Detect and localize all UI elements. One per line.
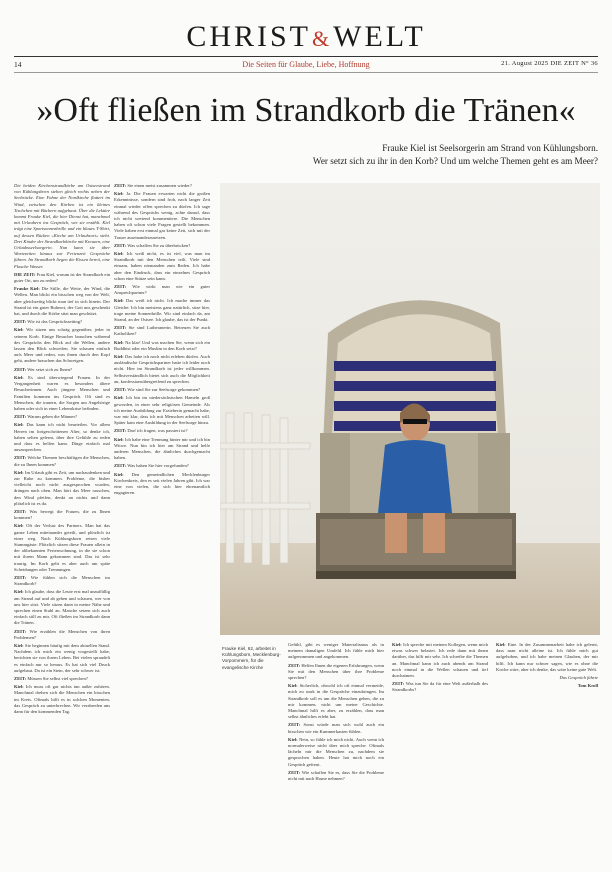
paragraph <box>114 463 210 469</box>
paragraph-text: Helfen Ihnen die eigenen Erfahrungen, wenn Sie mit den Menschen über ihre Probleme sprechen? <box>288 662 384 681</box>
paragraph-text: Es sind überwiegend Frauen. In der Vergangenheit waren es besonders ältere Besucherinnen. Auch jüngere Menschen und Familien kommen ins Gespräch. Oft sind es Menschen, die trauern, die Sorgen um Angehörige haben oder sich in einer Lebenskrise befinden. <box>14 374 110 411</box>
speaker-label: ZEIT: <box>114 428 127 434</box>
deck-line-2: Wer setzt sich zu ihr in den Korb? Und um welche Themen geht es am Meer? <box>312 156 598 166</box>
speaker-label: ZEIT: <box>14 508 27 514</box>
masthead-logo-mark: & <box>312 26 333 51</box>
speaker-label: Kiel: <box>288 736 298 742</box>
speaker-label: Kiel: <box>114 436 124 442</box>
paragraph-text: Den gemeindlichen Mecklenburger Kirchenkreis, den es seit vielen Jahren gibt. Ich war eine von vielen, die sich hier ehrenamtlich engagieren. <box>114 471 210 496</box>
paragraph <box>114 284 210 296</box>
speaker-label: ZEIT: <box>114 284 127 290</box>
paragraph <box>14 327 110 364</box>
paragraph <box>114 340 210 352</box>
speaker-label: Kiel: <box>114 191 124 197</box>
text-column-6 <box>496 642 598 691</box>
paragraph <box>14 589 110 626</box>
paragraph-text: Ich muss oft gar nichts tun außer zuhören. Manchmal drehen sich die Menschen ein bisschen im Kreis. Oftmals hilft es in solchen Momenten, das Gespräch zu unterbrechen. Wir verabreden uns dann für den kommenden Tag. <box>14 684 110 715</box>
speaker-label: Kiel: <box>14 469 24 475</box>
paragraph <box>14 509 110 521</box>
speaker-label: ZEIT: <box>14 676 27 682</box>
paragraph-text: Wie erzählen die Menschen von ihren Problemen? <box>14 628 110 640</box>
speaker-label: Kiel: <box>114 354 124 360</box>
paragraph-text: Oft der Verlust des Partners. Man hat das ganze Leben miteinander geteilt, und plötzlich ist einer weg. Nach Kühlungsborn reisen viele Stammgäste. Plötzlich sitzen diese Frauen allein in der altbekannten Ferienwohnung, in die sie schon mit ihrem Mann gekommen sind. Das ist sehr traurig. Im Korb geht es aber auch um späte Scheidungen oder Trennungen. <box>14 523 110 572</box>
paragraph: Gefühl, gibt es weniger Materialismus als in meinem damaligen Umfeld. Ich fühle mich hier aufgenommen und angekommen. <box>288 642 384 660</box>
paragraph <box>14 455 110 467</box>
paragraph <box>14 575 110 587</box>
paragraph-text: Na klar! Und was machen Sie, wenn sich ein Buddhist oder ein Muslim in den Korb setzt? <box>114 339 210 351</box>
paragraph-text: Ich spreche mit meinen Kollegen, wenn mich etwas schwer belastet. Ich rede dann mit ihnen darüber, das hilft mir sehr. Ich schreibe die Themen an. Manchmal kann ich auch abends am Strand noch einmal in die Wellen schauen und tief durchatmen. <box>392 642 488 679</box>
paragraph <box>114 428 210 434</box>
paragraph-text: Welche Themen beschäftigen die Menschen, die zu Ihnen kommen? <box>14 455 110 467</box>
speaker-label: Kiel: <box>288 683 298 689</box>
paragraph <box>288 770 384 782</box>
speaker-label: Kiel: <box>14 327 24 333</box>
paragraph-text: Sonst würde man sich wohl auch ein bisschen wie ein Kummerkasten fühlen. <box>288 722 384 734</box>
paragraph-text: Müssen Sie selbst viel sprechen? <box>27 676 88 682</box>
speaker-label: ZEIT: <box>114 242 127 248</box>
paragraph <box>14 272 110 284</box>
speaker-label: ZEIT: <box>114 325 127 331</box>
dateline: 21. August 2025 DIE ZEIT N° 36 <box>501 60 598 67</box>
speaker-label: ZEIT: <box>14 319 27 325</box>
speaker-label: Kiel: <box>114 298 124 304</box>
paragraph <box>114 183 210 189</box>
paragraph-text: Was haben Sie hier vorgefunden? <box>127 463 189 469</box>
speaker-label: DIE ZEIT: <box>14 271 36 277</box>
paragraph <box>114 191 210 241</box>
paragraph <box>14 375 110 412</box>
paragraph-text: Die Stille, die Weite, der Wind, die Wellen. Man blickt ein bisschen weg von der Welt, aber gleichzeitig blickt man tief in sich hinein. Der Strand ist ein guter Ruheort, der Gott uns geschenkt hat, und durch die Körbe sitzt man geschützt. <box>14 286 110 317</box>
paragraph <box>496 642 598 673</box>
paragraph <box>14 684 110 715</box>
page-number: 14 <box>14 60 22 69</box>
speaker-label: ZEIT: <box>14 414 27 420</box>
paragraph-text: Frau Kiel, warum ist der Strandkorb ein guter Ort, um zu reden? <box>14 271 111 284</box>
paragraph <box>14 319 110 325</box>
paragraph <box>114 298 210 323</box>
paragraph <box>114 395 210 426</box>
paragraph-text: Ich weiß nicht, es ist viel, was man im Strandkorb mit den Menschen teilt. Viele sind einsam, haben niemanden zum Reden. Ich habe aber den Eindruck, dass ein einzelnes Gespräch schon eine Stütze sein kann. <box>114 251 210 281</box>
text-column-4 <box>288 642 384 784</box>
speaker-label: Kiel: <box>114 471 124 477</box>
speaker-label: Kiel: <box>114 251 124 257</box>
speaker-label: Frauke Kiel: <box>14 286 40 292</box>
paragraph <box>114 472 210 497</box>
interview-signoff: Das Gespräch führte <box>559 675 598 681</box>
paragraph <box>14 643 110 674</box>
paragraph-text: Wer setzt sich zu Ihnen? <box>27 366 73 372</box>
speaker-label: ZEIT: <box>392 681 405 687</box>
masthead <box>0 22 612 54</box>
speaker-label: ZEIT: <box>114 183 127 188</box>
paragraph-text: Das kann ich nicht beurteilen. Vor allem Herren im fortgeschrittenen Alter, so denke ich, haben selten gelernt, über ihre Gefühle zu reden und dass es helfen kann. Dinge einfach mal auszusprechen. <box>14 422 110 453</box>
paragraph <box>114 387 210 393</box>
paragraph-text: Wie schaffen Sie es, dass Sie die Probleme nicht mit nach Hause nehmen? <box>288 769 384 782</box>
text-column-1 <box>14 183 110 717</box>
speaker-label: ZEIT: <box>288 722 301 728</box>
paragraph <box>392 681 488 693</box>
speaker-label: Kiel: <box>114 395 124 401</box>
speaker-label: Kiel: <box>392 642 402 647</box>
paragraph-text: Ich glaube, dass die Leute erst mal unauffällig am Strand auf und ab gehen und schauen, wer von uns hier sitzt. Viele sitzen dann in meine Nähe und sprechen einen Stuhl an. Manche setzen sich auch einfach still zu mir. Oft fließen im Strandkorb dann die Tränen. <box>14 589 110 626</box>
article-lead: Die beiden Kirchenstrandkörbe am Ostseestrand von Kühlungsborn stehen gleich rechts neben der Seebrücke. Eine Fahne der Nordkirche flattert im Wind, zwischen den Körben ist ein kleines Tischchen mit Büchern aufgebaut. Über die Lektüre kommt Frauke Kiel, die hier Dienst hat, manchmal mit Urlaubern ins Gespräch, wie sie erzählt. Kiel trägt eine Sportsonnenbrille und ein blaues T-Shirt, auf dessen Rücken »Kirche am Urlaubsort« steht. Drei Kinder der Strandkorbkirche mit Kreuzen, eine Urlaubsseelsorgerin. Nun kann sie über Wartezeiten hinaus zur Ferienzeit Gespräche führen. Im Strandkorb liegen die Kissen bereit, eine Flasche Wasser. <box>14 183 110 269</box>
paragraph-text: Sie sind Lutheranerin. Betreuen Sie auch Katholiken? <box>114 325 210 337</box>
paragraph-text: Ich bin im niedersächsischen Hameln groß geworden, in einer sehr religiösen Gemeinde. Als ich meine Ausbildung zur Erzieherin gemacht habe, war mir klar, dass ich mit Menschen arbeiten will. Später kam eine Ausbildung in der Seelsorge hinzu. <box>114 395 210 426</box>
text-column-2 <box>114 183 210 498</box>
speaker-label: ZEIT: <box>288 769 301 775</box>
interview-author: Tom Kroll <box>577 683 598 689</box>
paragraph <box>114 243 210 249</box>
beach-chair-photo <box>220 183 600 635</box>
deck-line-1: Frauke Kiel ist Seelsorgerin am Strand von Kühlungsborn. <box>382 143 598 153</box>
speaker-label: ZEIT: <box>14 628 27 634</box>
masthead-right: WELT <box>333 20 426 53</box>
paragraph-text: Das weiß ich nicht. Ich mache immer das Gleiche: Ich bin meistens ganz natürlich, sitze hier, trage meine Sonnenbrille. Wir sind einfach da, am Strand, an der Ostsee. Ich glaube, das ist der Punkt. <box>114 298 210 323</box>
paragraph <box>114 354 210 385</box>
paragraph <box>14 470 110 507</box>
paragraph <box>14 422 110 453</box>
speaker-label: ZEIT: <box>114 387 127 393</box>
speaker-label: Kiel: <box>496 642 506 647</box>
paragraph <box>14 367 110 373</box>
paragraph <box>392 642 488 679</box>
paragraph-text: Ja. Die Frauen erwarten nicht die großen Erkenntnisse, sondern sind froh, nach langer Zeit einmal wieder offen sprechen zu dürfen. Ich sage während des Gesprächs wenig, achte darauf, dass ich nicht wertend kommentiere. Die Menschen haben oft schon viele Fragen gestellt bekommen. Viele haben erst einmal gar keine Zeit, sich mit der Trauer auseinanderzusetzen. <box>114 191 211 240</box>
paragraph-text: Nein, so fühle ich mich nicht. Auch wenn ich normalerweise nicht über mich spreche. Oftmals lächeln mir die Menschen zu, nachdem sie gesprochen haben. Heute hat mich noch ein Gespräch gefreut. <box>288 736 384 767</box>
speaker-label: Kiel: <box>14 523 24 529</box>
paragraph <box>288 663 384 682</box>
paragraph-text: Sie beginnen häufig mit dem aktuellen Stand. Nachdem ich mich ein wenig vorgestellt habe, berichten sie von ihrem Leben. Bei vielen spraudelt es einfach nur so heraus. Es hat sich viel Druck aufgebaut. Da ist ein Stein, der sehr schwer ist. <box>14 643 110 673</box>
paragraph-text: Ich habe eine Trennung hinter mir und ich bin Witwe. Nun bin ich hier am Strand und helfe anderen Menschen, die ähnliches durchgemacht haben. <box>114 436 210 461</box>
speaker-label: Kiel: <box>14 643 24 649</box>
paragraph <box>14 676 110 682</box>
paragraph <box>288 683 384 720</box>
header-rule-thin <box>14 72 598 73</box>
paragraph-text: Sicherlich, obwohl ich oft einmal vermeide, mich zu stark in die Gespräche einzubringen. Im Strandkorb soll es um die Menschen gehen, die zu mir kommen, nicht um meine Geschichte. Manchmal hilft es aber, zu erzählen, dass man selbst ähnliches erlebt hat. <box>288 683 385 720</box>
paragraph-text: Eine. In der Zusammenarbeit habe ich gelernt, dass man nicht alleine ist. Ich fühle mich gut aufgehoben, und ich habe meinen Glauben, der mir hilft. Ich kann nur schwer sagen, wie es ohne die Kirche wäre, aber ich denke, das wäre keine gute Welt. <box>496 642 598 672</box>
paragraph <box>114 437 210 462</box>
text-column-5 <box>392 642 488 696</box>
paragraph-text: Wie fühlen sich die Menschen im Strandkorb? <box>14 574 110 587</box>
paragraph <box>114 325 210 337</box>
paragraph <box>114 251 210 282</box>
paragraph-text: Wie sind Sie zur Seelsorge gekommen? <box>127 387 201 393</box>
speaker-label: Kiel: <box>114 339 124 345</box>
speaker-label: Kiel: <box>14 374 24 380</box>
speaker-label: ZEIT: <box>14 455 27 461</box>
paragraph-text: Darf ich fragen, was passiert ist? <box>127 428 188 434</box>
paragraph-text: Was tun Sie da für eine Welt außerhalb des Strandkorbs? <box>392 681 488 693</box>
article-headline: »Oft fließen im Strandkorb die Tränen« <box>36 92 576 129</box>
speaker-label: ZEIT: <box>114 463 127 469</box>
paragraph <box>14 629 110 641</box>
paragraph <box>288 737 384 768</box>
paragraph <box>288 722 384 734</box>
paragraph-text: Wir sitzen uns schräg gegenüber, jeder in seinem Korb. Einige Besucher brauchen während des Gesprächs den Blick auf die Wellen, andere lassen den Blick schweifen. Sie schauen einfach aufs Meer und reden, was ihnen durch den Kopf geht, andere brauchen das Schweigen. <box>14 327 110 364</box>
paragraph-text: Sie einen meist zusammen wieder? <box>127 183 192 188</box>
paragraph-text: Im Urlaub gibt es Zeit, um nachzudenken und zur Ruhe zu kommen. Probleme, die bisher vielleicht noch nicht ausgesprochen wurden, drängen nach oben. Man hört das Meer rauschen, den Wind pfeifen, denkt an nichts und dann plötzlich ist es da. <box>14 469 110 506</box>
masthead-left: CHRIST <box>186 20 311 53</box>
paragraph-text: Warum gehen die Männer? <box>27 414 78 420</box>
speaker-label: Kiel: <box>14 589 24 595</box>
article-photo <box>220 183 600 635</box>
speaker-label: Kiel: <box>14 684 24 690</box>
paragraph <box>14 286 110 317</box>
section-tagline: Die Seiten für Glaube, Liebe, Hoffnung <box>242 60 370 69</box>
speaker-label: Kiel: <box>14 422 24 428</box>
speaker-label: ZEIT: <box>14 574 27 580</box>
paragraph <box>14 523 110 573</box>
paragraph-text: Was bewegt die Frauen, die zu Ihnen kommen? <box>14 508 110 521</box>
header-rule <box>14 56 598 57</box>
paragraph <box>14 414 110 420</box>
speaker-label: ZEIT: <box>288 662 301 668</box>
paragraph-text: Das habe ich noch nicht erleben dürfen. Auch ausländische Gesprächspartner hatte ich leider noch nicht. Hier im Strandkorb ist jeder willkommen. Selbstverständlich bietet sich auch die Möglichkeit an, konfessionsübergreifend zu sprechen. <box>114 354 211 384</box>
paragraph-text: Wie ist das Gesprächssetting? <box>27 319 83 325</box>
article-deck <box>238 142 598 168</box>
paragraph-text: Wie wirkt man wie ein guter Ansprechpartner? <box>114 284 210 296</box>
paragraph-text: Was schaffen Sie zu überbrücken? <box>127 242 191 248</box>
photo-caption: Frauke Kiel, 62, arbeitet in Kühlungsborn, Mecklenburg-Vorpommern, für die evangelische Kirche <box>222 646 281 670</box>
speaker-label: ZEIT: <box>14 366 27 372</box>
